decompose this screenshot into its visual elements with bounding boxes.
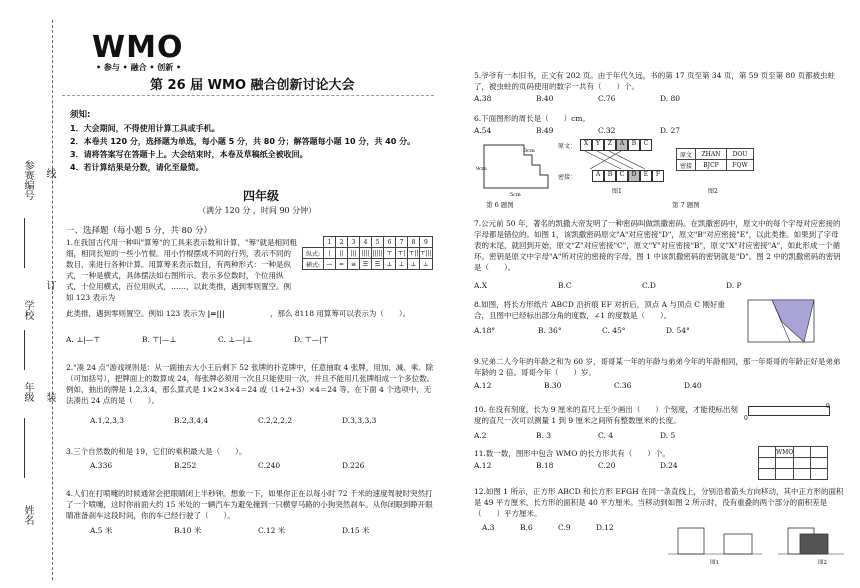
side-label-order: 订 [44, 280, 55, 290]
logo-slogan: • 参与 • 融合 • 创新 • [96, 63, 182, 72]
option-a[interactable]: A.X [474, 281, 488, 290]
cell: FQW [727, 160, 754, 171]
option-c[interactable]: C.20 [598, 461, 616, 470]
num-cell: 8 [408, 237, 420, 248]
option-a[interactable]: A.54 [474, 126, 492, 135]
q7-cipher-table [676, 148, 754, 171]
option-a[interactable]: A.3 [482, 523, 495, 532]
q9-text: 9.兄弟二人今年的年龄之和为 60 岁，哥哥某一年的年龄与弟弟今年的年龄相同，那一年哥哥的年龄正好是弟弟年龄的 2 倍。哥哥今年（ ）岁。 [474, 357, 841, 377]
num-cell: 7 [396, 237, 408, 248]
option-d[interactable]: D.40 [684, 381, 702, 390]
q4-options [90, 525, 426, 536]
option-b[interactable]: B.49 [536, 126, 554, 135]
score-time: （满分 120 分 ，时间 90 分钟） [198, 206, 317, 215]
dimension-label: 5cm [510, 192, 521, 198]
num-cell: 3 [348, 237, 360, 248]
option-a[interactable]: A.38 [474, 94, 492, 103]
q8-fold-figure [742, 292, 822, 348]
q5-text: 5.爷爷有一本旧书，正文有 202 页。由于年代久远，书的第 17 页至第 34 页，第 59 页至第 80 页都被虫蛀了，被虫蛀的页码使用的数字一共有（ ）个。 [474, 71, 835, 91]
option-a[interactable]: A.2 [474, 431, 487, 440]
option-a[interactable]: A. ⊥|—⊤ [66, 335, 101, 344]
horizontal-label: 横式: [303, 259, 324, 270]
cell: DOU [727, 149, 754, 160]
option-b[interactable]: B.6 [520, 523, 533, 532]
letter-cell: X [580, 139, 592, 151]
option-b[interactable]: B.30 [544, 381, 562, 390]
option-c[interactable]: C.9 [558, 523, 571, 532]
q12-fig2-caption: 图2 [818, 560, 827, 566]
q5-options [474, 94, 722, 103]
option-b[interactable]: B. 3 [536, 431, 552, 440]
page-title: 第 26 届 WMO 融合创新讨论大会 [150, 78, 355, 93]
option-d[interactable]: D. 54° [666, 326, 690, 335]
option-d[interactable]: D.226 [342, 461, 365, 470]
letter-cell: C [640, 139, 652, 151]
q8-text: 8.如图，将长方形纸片 ABCD 沿折痕 EF 对折后，顶点 A 与顶点 C 刚好重合，且图中已经标出部分角的度数，∠1 的度数是（ ）。 [474, 300, 725, 320]
option-c[interactable]: C.32 [598, 126, 616, 135]
notice-head: 须知: [70, 110, 91, 120]
option-c[interactable]: C.2,2,2,2 [258, 416, 293, 425]
option-b[interactable]: B.C [558, 281, 572, 290]
q11-text: 11.数一数，图形中包含 WMO 的长方形共有（ ）个。 [474, 449, 670, 458]
option-b[interactable]: B. ⊤|—⊥ [142, 335, 177, 344]
q1-example-rods: 此类推，遇到零则置空。例如 123 表示为 |=||| [66, 309, 225, 318]
option-a[interactable]: A.12 [474, 461, 492, 470]
dimension-label: 3cm [524, 148, 535, 154]
option-a[interactable]: A.12 [474, 381, 492, 390]
side-label-grade: 年级 [22, 382, 33, 402]
option-c[interactable]: C. ⊥—|⊥ [218, 335, 253, 344]
ruler-end: 9 [826, 403, 830, 410]
q6-text: 6.下面图形的周长是（ ）cm。 [474, 114, 590, 123]
cipher-row [592, 170, 664, 182]
shift-arrows [580, 150, 660, 170]
q8-options [474, 326, 730, 335]
notice-item: 1．大会期间，不得使用计算工具或手机。 [70, 124, 220, 133]
side-label-line: 线 [44, 168, 55, 178]
option-d[interactable]: D. 5 [660, 431, 676, 440]
option-c[interactable]: C.12 米 [258, 526, 286, 535]
q10-options [474, 431, 722, 440]
cell: 原文 [677, 149, 696, 160]
letter-cell: Z [604, 139, 616, 151]
cell: BJCP [696, 160, 727, 171]
q12-text: 12.如图 1 所示，正方形 ABCD 和长方形 EFGH 在同一条直线上，分别沿着箭头方向移动，其中正方形的面积是 49 平方厘米，长方形的面积是 40 平方厘米。当移动到如图 2 所示时，没有重叠的两个部分的面积差是（ ）平方厘米。 [474, 487, 844, 518]
q10-ruler [748, 406, 830, 416]
side-label-bind: 装 [44, 392, 55, 402]
dimension-label: 9cm [476, 166, 487, 172]
q12-options [482, 523, 634, 532]
q6-stair-figure [474, 140, 554, 198]
q1-text2: ，那么 8118 用算筹可以表示为（ ）。 [270, 309, 411, 318]
option-d[interactable]: D. ⊤—|⊤ [294, 335, 329, 344]
q2-text: 2."凑 24 点"游戏规则是：从一副抽去大小王后剩下 52 张牌的扑克牌中，任意抽取 4 张牌，用加、减、乘、除（可加括号），把牌面上的数算成 24，每张牌必须用一次且只能使用一次，并且不能用几张牌组成一个多位数。例如，抽出的牌是 1,2,3,4，那么算式是 1×2×3×4＝24 或（1+2+3）×4＝24 等。在下面 4 个选项中，无法凑出 24 点的是（ ）。 [66, 363, 435, 405]
num-cell: 2 [336, 237, 348, 248]
option-c[interactable]: C.D [642, 281, 656, 290]
num-cell: 6 [384, 237, 396, 248]
q7-text: 7.公元前 50 年，著名的凯撒大帝发明了一种密码叫做凯撒密码。在凯撒密码中，原文中的每个字母对应密接的字母都是错位的。如图 1，该凯撒密码原文"A"对应密接"D"，原文"B"对应密接"E"，以此类推。如果到了字母表的末尾，就回到开始，原文"Z"对应密接"C"，原文"Y"对应密接"B"，原文"X"对应密接"A"，如此形成一个循环。密钥是原文中字母"A"所对应的密接的字母，图 1 中该凯撒密码的密钥就是"D"。图 2 中的凯撒密码的密钥是（ ）。 [474, 219, 841, 272]
ruler-start: 0 [744, 415, 748, 422]
q7-options [474, 281, 810, 290]
option-c[interactable]: C. 45° [602, 326, 626, 335]
option-c[interactable]: C.36 [614, 381, 632, 390]
plain-label: 原文： [558, 143, 577, 150]
letter-cell: E [640, 170, 652, 182]
option-b[interactable]: B.252 [174, 461, 197, 470]
option-a[interactable]: A.1,2,3,3 [90, 416, 125, 425]
letter-cell: B [628, 139, 640, 151]
q1-options [66, 335, 370, 344]
wmo-logo: WMO [92, 30, 184, 65]
q4-text: 4.人们在打喷嚏的时候通常会把眼睛闭上半秒钟。想象一下，如果你正在以每小时 72 千米的速度驾驶时突然打了一个喷嚏，这时你前面大约 15 米处的一辆汽车为避免撞到一只横穿马路的小狗突然刹车。从你闭眼到睁开眼睛准备刹车这段时间，你的车已经行驶了（ ）。 [66, 489, 433, 520]
letter-cell: A [592, 170, 604, 182]
option-c[interactable]: C.240 [258, 461, 281, 470]
option-d[interactable]: D.24 [660, 461, 678, 470]
q11-options [474, 461, 722, 470]
option-d[interactable]: D. 27 [660, 126, 681, 135]
section-title: 一、选择题（每小题 5 分，共 80 分） [66, 226, 213, 236]
option-b[interactable]: B. 36° [538, 326, 562, 335]
q6-caption: 第 6 题图 [486, 201, 514, 209]
letter-cell: C [616, 170, 628, 182]
fig2-caption: 图2 [708, 188, 718, 195]
binding-line [52, 20, 53, 580]
cell: ZHAN [696, 149, 727, 160]
notice-item: 4．若计算结果是分数，请化至最简。 [70, 163, 204, 172]
option-d[interactable]: D. 80 [660, 94, 681, 103]
side-label-name: 姓名 [22, 505, 33, 525]
side-underline [24, 218, 25, 268]
side-underline [24, 330, 25, 370]
q10-text: 10. 在没有刻度，长为 9 厘米的直尺上至少画出（ ）个刻度，才能使标出刻度的直尺一次可以测量 1 到 9 厘米之间所有整数厘米的长度。 [474, 405, 738, 425]
option-b[interactable]: B.18 [536, 461, 554, 470]
num-cell: 1 [324, 237, 336, 248]
option-d[interactable]: D.12 [596, 523, 614, 532]
fig1-caption: 图1 [612, 188, 622, 195]
side-label-school: 学校 [22, 300, 33, 320]
q9-options [474, 381, 754, 390]
option-a[interactable]: A.336 [90, 461, 113, 470]
vertical-label: 纵式: [303, 248, 324, 259]
option-d[interactable]: D.15 米 [342, 526, 370, 535]
q3-text: 3.三个自然数的和是 19，它们的乘积最大是（ ）。 [66, 447, 247, 456]
side-label-number: 参赛编号 [22, 160, 33, 200]
notice-item: 3．请将答案写在答题卡上。大会结束时，本卷及草稿纸全被收回。 [70, 150, 308, 159]
cell: 密接 [677, 160, 696, 171]
cipher-label: 密接： [558, 174, 577, 181]
letter-cell: B [604, 170, 616, 182]
letter-cell: A [616, 139, 628, 151]
q7-caption: 第 7 题图 [672, 201, 700, 209]
notice-item: 2．本卷共 120 分，选择题为单选，每小题 5 分，共 80 分；解答题每小题 10 分，共 40 分。 [70, 137, 416, 146]
option-a[interactable]: A.18° [474, 326, 496, 335]
wmo-cell: WMO [776, 448, 794, 456]
option-c[interactable]: C. 4 [598, 431, 614, 440]
letter-cell: F [652, 170, 664, 182]
letter-cell: D [628, 170, 640, 182]
notice-block [70, 108, 430, 174]
option-b[interactable]: B.2,3,4,4 [174, 416, 209, 425]
option-b[interactable]: B.10 米 [174, 526, 202, 535]
num-cell: 4 [360, 237, 372, 248]
option-c[interactable]: C.76 [598, 94, 616, 103]
num-cell: 5 [372, 237, 384, 248]
q1-rod-table: 1 2 3 4 5 6 7 8 9 纵式: | || ||| |||| ||||| ⊤ ⊤| ⊤|| ⊤||| 横式: — = ≡ ☰ ☰ ⊥ ⊥ ⊥ ⊥ [302, 236, 433, 270]
q12-fig1-caption: 图1 [710, 560, 719, 566]
q3-options [90, 461, 426, 470]
q6-options [474, 126, 722, 135]
side-underline [24, 418, 25, 478]
option-d[interactable]: D.3,3,3,3 [342, 416, 377, 425]
option-b[interactable]: B.40 [536, 94, 554, 103]
option-a[interactable]: A.5 米 [90, 526, 113, 535]
option-d[interactable]: D. P [726, 281, 742, 290]
grade-title: 四年级 [243, 189, 280, 203]
num-cell: 9 [420, 237, 433, 248]
q2-options [90, 416, 426, 425]
letter-cell: Y [592, 139, 604, 151]
title-divider [62, 95, 434, 96]
q1-text: 1.在我国古代用一种叫"算筹"的工具来表示数和计算，"筹"就是相同粗细，相同长短的一些小竹棍。用小竹棍摆成不同的行列，表示不同的数目，来进行各种计算。用算筹来表示数目，有两种形式：一种是纵式，一种是横式，具体摆法如右图所示。表示多位数时，个位用纵式，十位用横式，百位用纵式，……，以此类推，遇到零则置空。例如 123 表示为 [66, 238, 297, 302]
q11-grid [758, 446, 828, 480]
